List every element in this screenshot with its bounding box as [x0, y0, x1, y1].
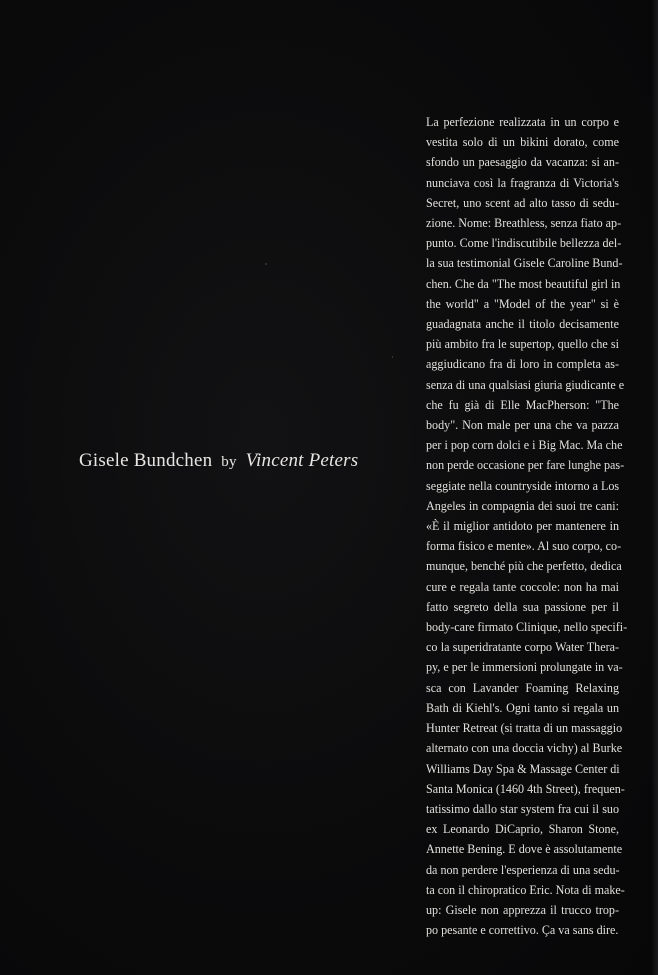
- body-text-line: fatto segreto della sua passione per il: [426, 599, 619, 614]
- body-text-line: Hunter Retreat (si tratta di un massaggio: [426, 721, 623, 736]
- body-text-line: sca con Lavander Foaming Relaxing: [426, 680, 619, 695]
- body-text-line: «È il miglior antidoto per mantenere in: [426, 519, 619, 534]
- body-text-line: sfondo un paesaggio da vacanza: si an-: [426, 155, 619, 170]
- body-text-line: ex Leonardo DiCaprio, Sharon Stone,: [426, 822, 619, 837]
- body-text-line: Secret, uno scent ad alto tasso di sedu-: [426, 195, 619, 210]
- body-text-line: chen. Che da "The most beautiful girl in: [426, 276, 621, 291]
- body-text-line: po pesante e correttivo. Ça va sans dire.: [426, 923, 619, 938]
- body-text-line: non perde occasione per fare lunghe pas-: [426, 458, 625, 473]
- body-text-line: up: Gisele non apprezza il trucco trop-: [426, 902, 619, 917]
- body-text-line: tatissimo dallo star system fra cui il suo: [426, 801, 619, 816]
- body-text-line: zione. Nome: Breathless, senza fiato ap-: [426, 216, 622, 231]
- body-text-line: aggiudicano fra di loro in completa as-: [426, 357, 619, 372]
- body-text-line: alternato con una doccia vichy) al Burke: [426, 741, 623, 756]
- body-text-line: vestita solo di un bikini dorato, come: [426, 135, 619, 150]
- body-text-line: Angeles in compagnia dei suoi tre cani:: [426, 498, 619, 513]
- body-text-line: che fu già di Elle MacPherson: "The: [426, 397, 619, 412]
- body-text-line: La perfezione realizzata in un corpo e: [426, 115, 619, 129]
- body-text-line: senza di una qualsiasi giuria giudicante e: [426, 377, 625, 392]
- subject-name: Gisele Bundchen: [79, 450, 213, 471]
- body-text-line: ta con il chiropratico Eric. Nota di make-: [426, 882, 625, 897]
- page-edge-shadow: [652, 0, 658, 975]
- body-text-line: py, e per le immersioni prolungate in va-: [426, 660, 623, 675]
- body-text-line: più ambito fra le supertop, quello che si: [426, 337, 619, 352]
- body-text-line: per i pop corn dolci e i Big Mac. Ma che: [426, 438, 623, 453]
- body-text-line: munque, benché più che perfetto, dedica: [426, 559, 622, 574]
- body-text-line: da non perdere l'esperienza di una sedu-: [426, 862, 620, 877]
- body-text-line: guadagnata anche il titolo decisamente: [426, 317, 619, 332]
- body-text-line: the world" a "Model of the year" si è: [426, 296, 619, 311]
- body-text-line: nunciava così la fragranza di Victoria's: [426, 175, 619, 190]
- body-text-line: seggiate nella countryside intorno a Los: [426, 478, 620, 493]
- article-title: [79, 450, 358, 472]
- body-text-line: body". Non male per una che va pazza: [426, 418, 619, 433]
- dust-speck: [392, 356, 393, 358]
- body-text-line: punto. Come l'indiscutibile bellezza del-: [426, 236, 622, 251]
- body-text-line: Santa Monica (1460 4th Street), frequen-: [426, 781, 625, 796]
- article-body: [426, 112, 628, 940]
- body-text-line: Annette Bening. E dove è assolutamente: [426, 842, 623, 857]
- body-text-line: co la superidratante corpo Water Thera-: [426, 640, 619, 655]
- dust-speck: [265, 263, 267, 265]
- body-text-line: Williams Day Spa & Massage Center di: [426, 761, 620, 776]
- body-text-line: body-care firmato Clinique, nello specifi-: [426, 620, 628, 635]
- body-text-line: Bath di Kiehl's. Ogni tanto si regala un: [426, 700, 619, 715]
- body-text-line: cure e regala tante coccole: non ha mai: [426, 579, 619, 594]
- byline-by: by: [221, 454, 237, 470]
- body-text-line: forma fisico e mente». Al suo corpo, co-: [426, 539, 622, 554]
- body-text-line: la sua testimonial Gisele Caroline Bund-: [426, 256, 623, 271]
- photographer-name: Vincent Peters: [245, 450, 359, 471]
